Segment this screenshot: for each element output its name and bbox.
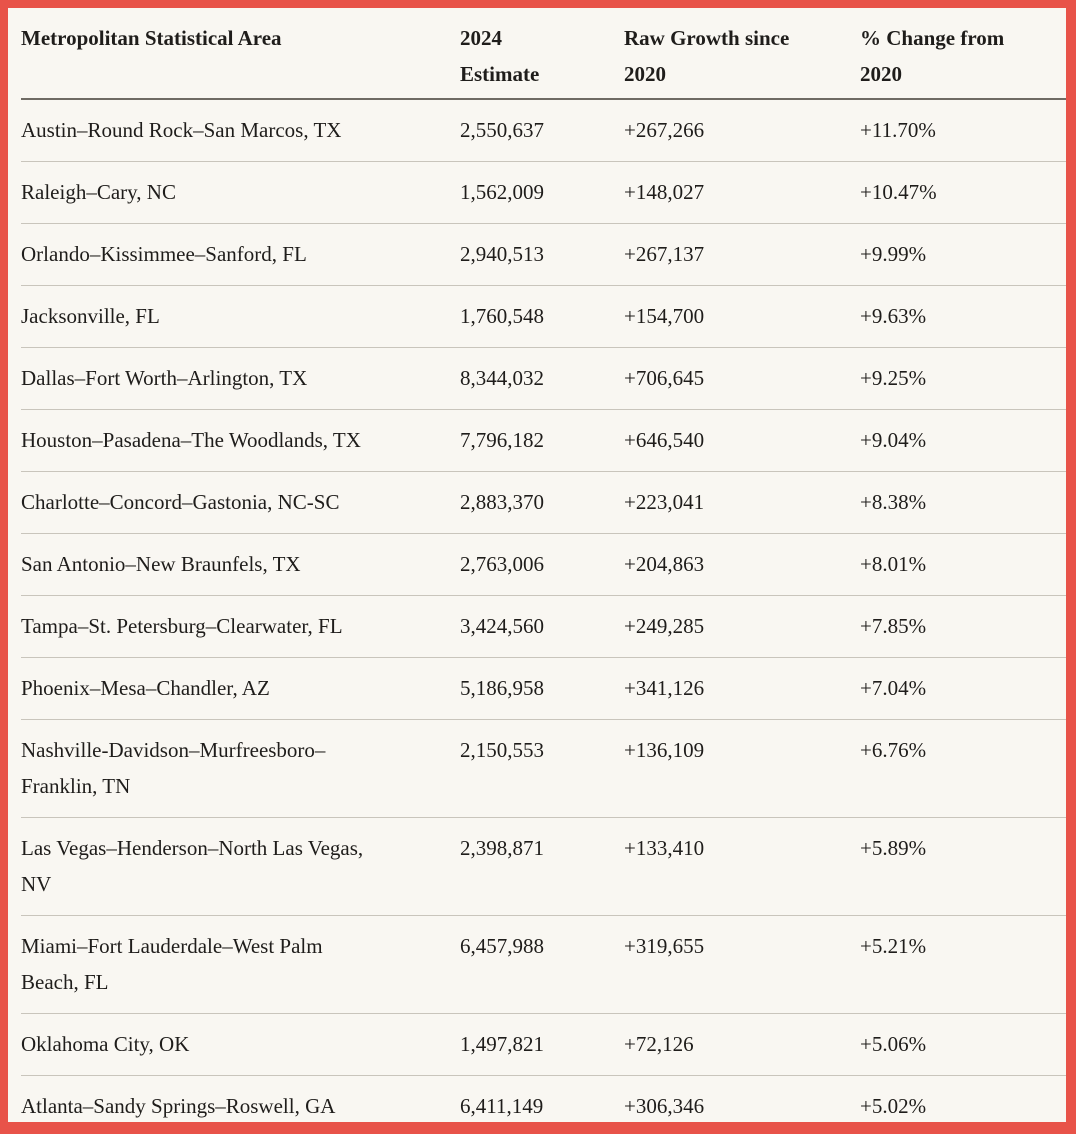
raw-growth-cell: +267,137: [624, 224, 860, 286]
column-header-2024-estimate: 2024 Estimate: [460, 8, 624, 99]
pct-change-cell: +5.06%: [860, 1014, 1066, 1076]
table-row: [21, 99, 1066, 162]
estimate-cell: 1,760,548: [460, 286, 624, 348]
msa-name-cell: Nashville-Davidson–Murfreesboro–Franklin, TN: [21, 720, 460, 818]
table-row: [21, 596, 1066, 658]
msa-name-cell: Orlando–Kissimmee–Sanford, FL: [21, 224, 460, 286]
msa-name-cell: Charlotte–Concord–Gastonia, NC-SC: [21, 472, 460, 534]
column-header-pct-change: % Change from 2020: [860, 8, 1066, 99]
pct-change-cell: +9.25%: [860, 348, 1066, 410]
table-row: [21, 818, 1066, 916]
estimate-cell: 2,398,871: [460, 818, 624, 916]
raw-growth-cell: +204,863: [624, 534, 860, 596]
estimate-cell: 2,550,637: [460, 99, 624, 162]
table-row: [21, 1076, 1066, 1134]
pct-change-cell: +7.85%: [860, 596, 1066, 658]
raw-growth-cell: +223,041: [624, 472, 860, 534]
estimate-cell: 2,883,370: [460, 472, 624, 534]
table-row: [21, 916, 1066, 1014]
table-row: [21, 224, 1066, 286]
raw-growth-cell: +148,027: [624, 162, 860, 224]
msa-name-cell: Jacksonville, FL: [21, 286, 460, 348]
msa-name-cell: Tampa–St. Petersburg–Clearwater, FL: [21, 596, 460, 658]
table-row: [21, 410, 1066, 472]
estimate-cell: 2,940,513: [460, 224, 624, 286]
msa-name-cell: Atlanta–Sandy Springs–Roswell, GA: [21, 1076, 460, 1134]
msa-name-cell: Dallas–Fort Worth–Arlington, TX: [21, 348, 460, 410]
msa-name-cell: Phoenix–Mesa–Chandler, AZ: [21, 658, 460, 720]
table-row: [21, 162, 1066, 224]
estimate-cell: 8,344,032: [460, 348, 624, 410]
pct-change-cell: +11.70%: [860, 99, 1066, 162]
raw-growth-cell: +154,700: [624, 286, 860, 348]
raw-growth-cell: +306,346: [624, 1076, 860, 1134]
raw-growth-cell: +249,285: [624, 596, 860, 658]
raw-growth-cell: +319,655: [624, 916, 860, 1014]
table-row: [21, 720, 1066, 818]
msa-name-cell: Houston–Pasadena–The Woodlands, TX: [21, 410, 460, 472]
pct-change-cell: +5.89%: [860, 818, 1066, 916]
pct-change-cell: +10.47%: [860, 162, 1066, 224]
msa-name-cell: Raleigh–Cary, NC: [21, 162, 460, 224]
msa-name-cell: Oklahoma City, OK: [21, 1014, 460, 1076]
table-body: [21, 99, 1066, 1134]
estimate-cell: 2,763,006: [460, 534, 624, 596]
pct-change-cell: +5.21%: [860, 916, 1066, 1014]
raw-growth-cell: +133,410: [624, 818, 860, 916]
table-row: [21, 348, 1066, 410]
msa-population-table: [21, 8, 1066, 1134]
raw-growth-cell: +136,109: [624, 720, 860, 818]
pct-change-cell: +9.63%: [860, 286, 1066, 348]
table-row: [21, 534, 1066, 596]
msa-name-cell: Austin–Round Rock–San Marcos, TX: [21, 99, 460, 162]
msa-name-cell: Miami–Fort Lauderdale–West Palm Beach, FL: [21, 916, 460, 1014]
estimate-cell: 1,497,821: [460, 1014, 624, 1076]
raw-growth-cell: +341,126: [624, 658, 860, 720]
pct-change-cell: +9.99%: [860, 224, 1066, 286]
table-header: [21, 8, 1066, 99]
estimate-cell: 6,457,988: [460, 916, 624, 1014]
pct-change-cell: +8.01%: [860, 534, 1066, 596]
raw-growth-cell: +72,126: [624, 1014, 860, 1076]
estimate-cell: 6,411,149: [460, 1076, 624, 1134]
estimate-cell: 2,150,553: [460, 720, 624, 818]
table-row: [21, 286, 1066, 348]
table-row: [21, 658, 1066, 720]
raw-growth-cell: +646,540: [624, 410, 860, 472]
estimate-cell: 7,796,182: [460, 410, 624, 472]
table-row: [21, 472, 1066, 534]
header-row: [21, 8, 1066, 99]
msa-name-cell: San Antonio–New Braunfels, TX: [21, 534, 460, 596]
pct-change-cell: +9.04%: [860, 410, 1066, 472]
pct-change-cell: +7.04%: [860, 658, 1066, 720]
pct-change-cell: +5.02%: [860, 1076, 1066, 1134]
msa-name-cell: Las Vegas–Henderson–North Las Vegas, NV: [21, 818, 460, 916]
pct-change-cell: +8.38%: [860, 472, 1066, 534]
pct-change-cell: +6.76%: [860, 720, 1066, 818]
column-header-raw-growth: Raw Growth since 2020: [624, 8, 860, 99]
estimate-cell: 1,562,009: [460, 162, 624, 224]
raw-growth-cell: +267,266: [624, 99, 860, 162]
table-row: [21, 1014, 1066, 1076]
estimate-cell: 5,186,958: [460, 658, 624, 720]
raw-growth-cell: +706,645: [624, 348, 860, 410]
column-header-msa: Metropolitan Statistical Area: [21, 8, 460, 99]
estimate-cell: 3,424,560: [460, 596, 624, 658]
